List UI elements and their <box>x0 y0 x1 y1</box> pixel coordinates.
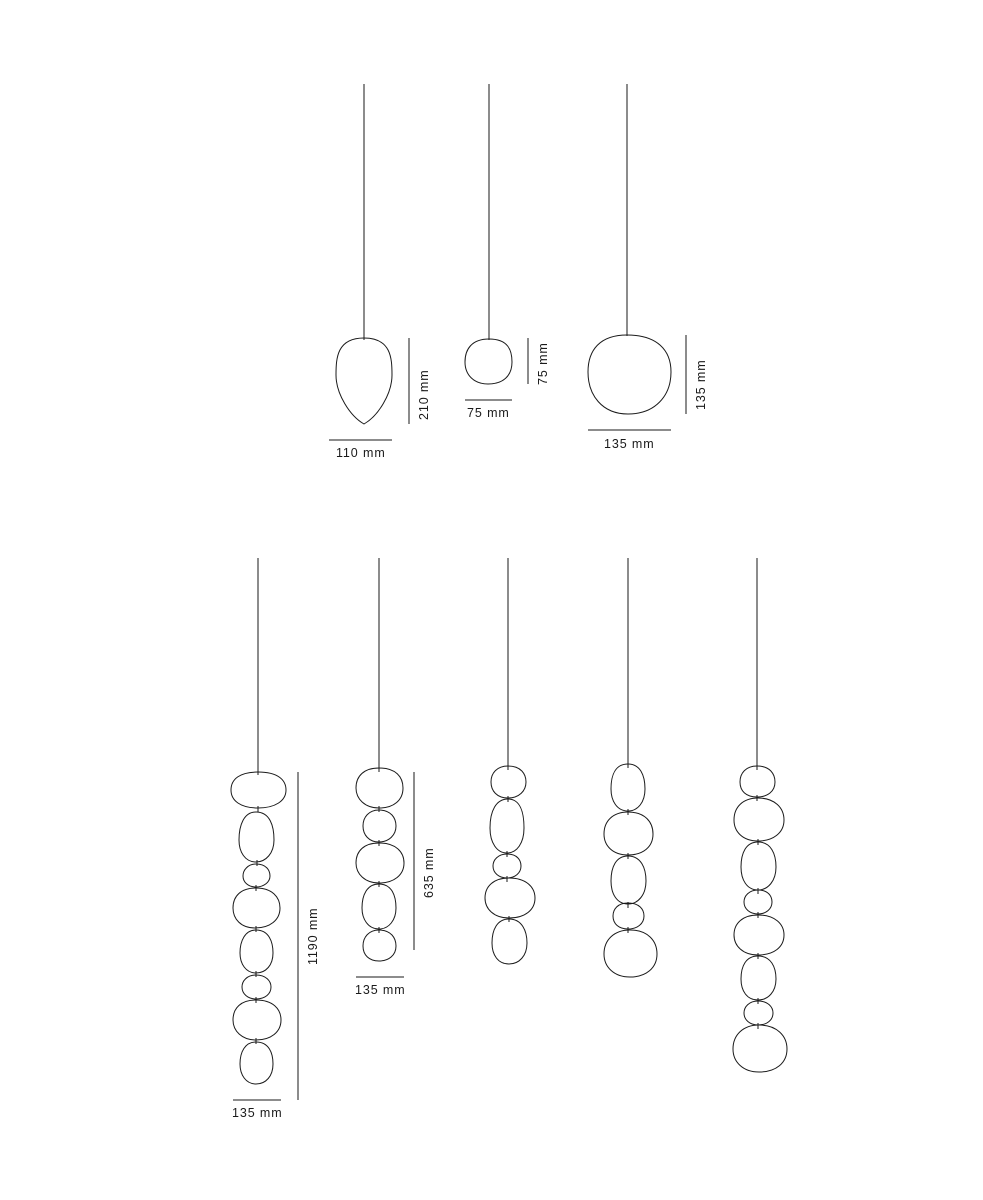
dimension-label-635mm: 635 mm <box>422 847 436 898</box>
dimension-label-135mm-height-top: 135 mm <box>694 359 708 410</box>
cluster-bead <box>611 856 646 904</box>
cluster-c-group <box>485 558 535 964</box>
large-round-pendant-group <box>588 84 686 430</box>
cluster-635-group <box>356 558 414 977</box>
cluster-bead <box>240 930 273 973</box>
ellipse-pendant-group <box>329 84 409 440</box>
dimension-label-75mm-height: 75 mm <box>536 342 550 385</box>
cluster-bead <box>233 888 280 928</box>
dimension-label-135mm-width-cluster1: 135 mm <box>232 1106 283 1120</box>
cluster-bead <box>611 764 645 811</box>
dimension-label-75mm-width: 75 mm <box>467 406 510 420</box>
cluster-bead <box>491 766 526 798</box>
cluster-d-group <box>604 558 657 977</box>
cluster-bead <box>490 799 524 853</box>
cluster-bead <box>734 915 784 955</box>
cluster-bead <box>231 772 286 808</box>
cluster-1190-group <box>231 558 298 1100</box>
small-round-pendant-shape <box>465 339 512 384</box>
cluster-bead <box>239 812 274 862</box>
cluster-bead <box>734 798 784 841</box>
cluster-bead <box>740 766 775 797</box>
cluster-bead <box>492 919 527 964</box>
cluster-bead <box>363 810 396 842</box>
cluster-bead <box>362 884 396 929</box>
cluster-bead <box>744 1001 773 1025</box>
cluster-e-group <box>733 558 787 1072</box>
cluster-bead <box>485 878 535 918</box>
dimension-label-135mm-width-cluster2: 135 mm <box>355 983 406 997</box>
ellipse-pendant-shape <box>336 338 392 424</box>
cluster-bead <box>356 768 403 808</box>
cluster-bead <box>741 956 776 1000</box>
cluster-bead <box>741 842 776 890</box>
dimension-label-1190mm: 1190 mm <box>306 907 320 965</box>
cluster-bead <box>356 843 404 883</box>
cluster-bead <box>240 1042 273 1084</box>
large-round-pendant-shape <box>588 335 671 414</box>
cluster-bead <box>604 930 657 977</box>
cluster-bead <box>243 864 270 887</box>
cluster-bead <box>233 1000 281 1040</box>
dimension-label-210mm: 210 mm <box>417 369 431 420</box>
dimension-label-135mm-width-top: 135 mm <box>604 437 655 451</box>
cluster-bead <box>604 812 653 855</box>
cluster-bead <box>242 975 271 999</box>
cluster-bead <box>363 930 396 961</box>
small-round-pendant-group <box>465 84 528 400</box>
dimension-label-110mm: 110 mm <box>336 446 386 460</box>
cluster-bead <box>493 854 521 878</box>
cluster-bead <box>733 1025 787 1072</box>
